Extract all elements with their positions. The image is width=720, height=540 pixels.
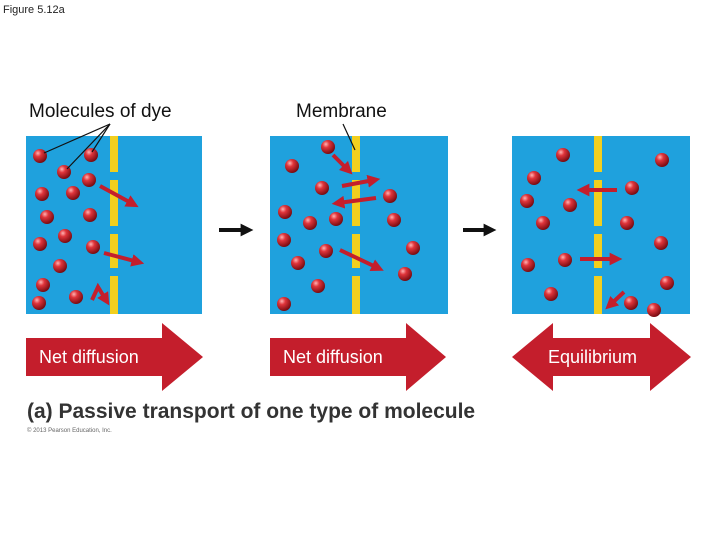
molecules-of-dye-label: Molecules of dye — [29, 101, 172, 122]
net-diffusion-label-2: Net diffusion — [283, 347, 383, 367]
net-diffusion-arrow-2 — [270, 323, 446, 391]
membrane — [110, 136, 118, 314]
panel-3 — [512, 136, 691, 391]
membrane-label: Membrane — [296, 101, 387, 122]
net-diffusion-arrow-1 — [26, 323, 203, 391]
figure-label: Figure 5.12a — [3, 4, 65, 16]
membrane — [352, 136, 360, 314]
figure-caption: (a) Passive transport of one type of molecule — [27, 400, 476, 423]
copyright-notice: © 2013 Pearson Education, Inc. — [27, 428, 112, 434]
panel-2 — [270, 124, 448, 391]
net-diffusion-label-1: Net diffusion — [39, 347, 139, 367]
membrane — [594, 136, 602, 314]
panel-1 — [26, 124, 203, 391]
equilibrium-label: Equilibrium — [548, 347, 638, 367]
equilibrium-arrow — [512, 323, 691, 391]
